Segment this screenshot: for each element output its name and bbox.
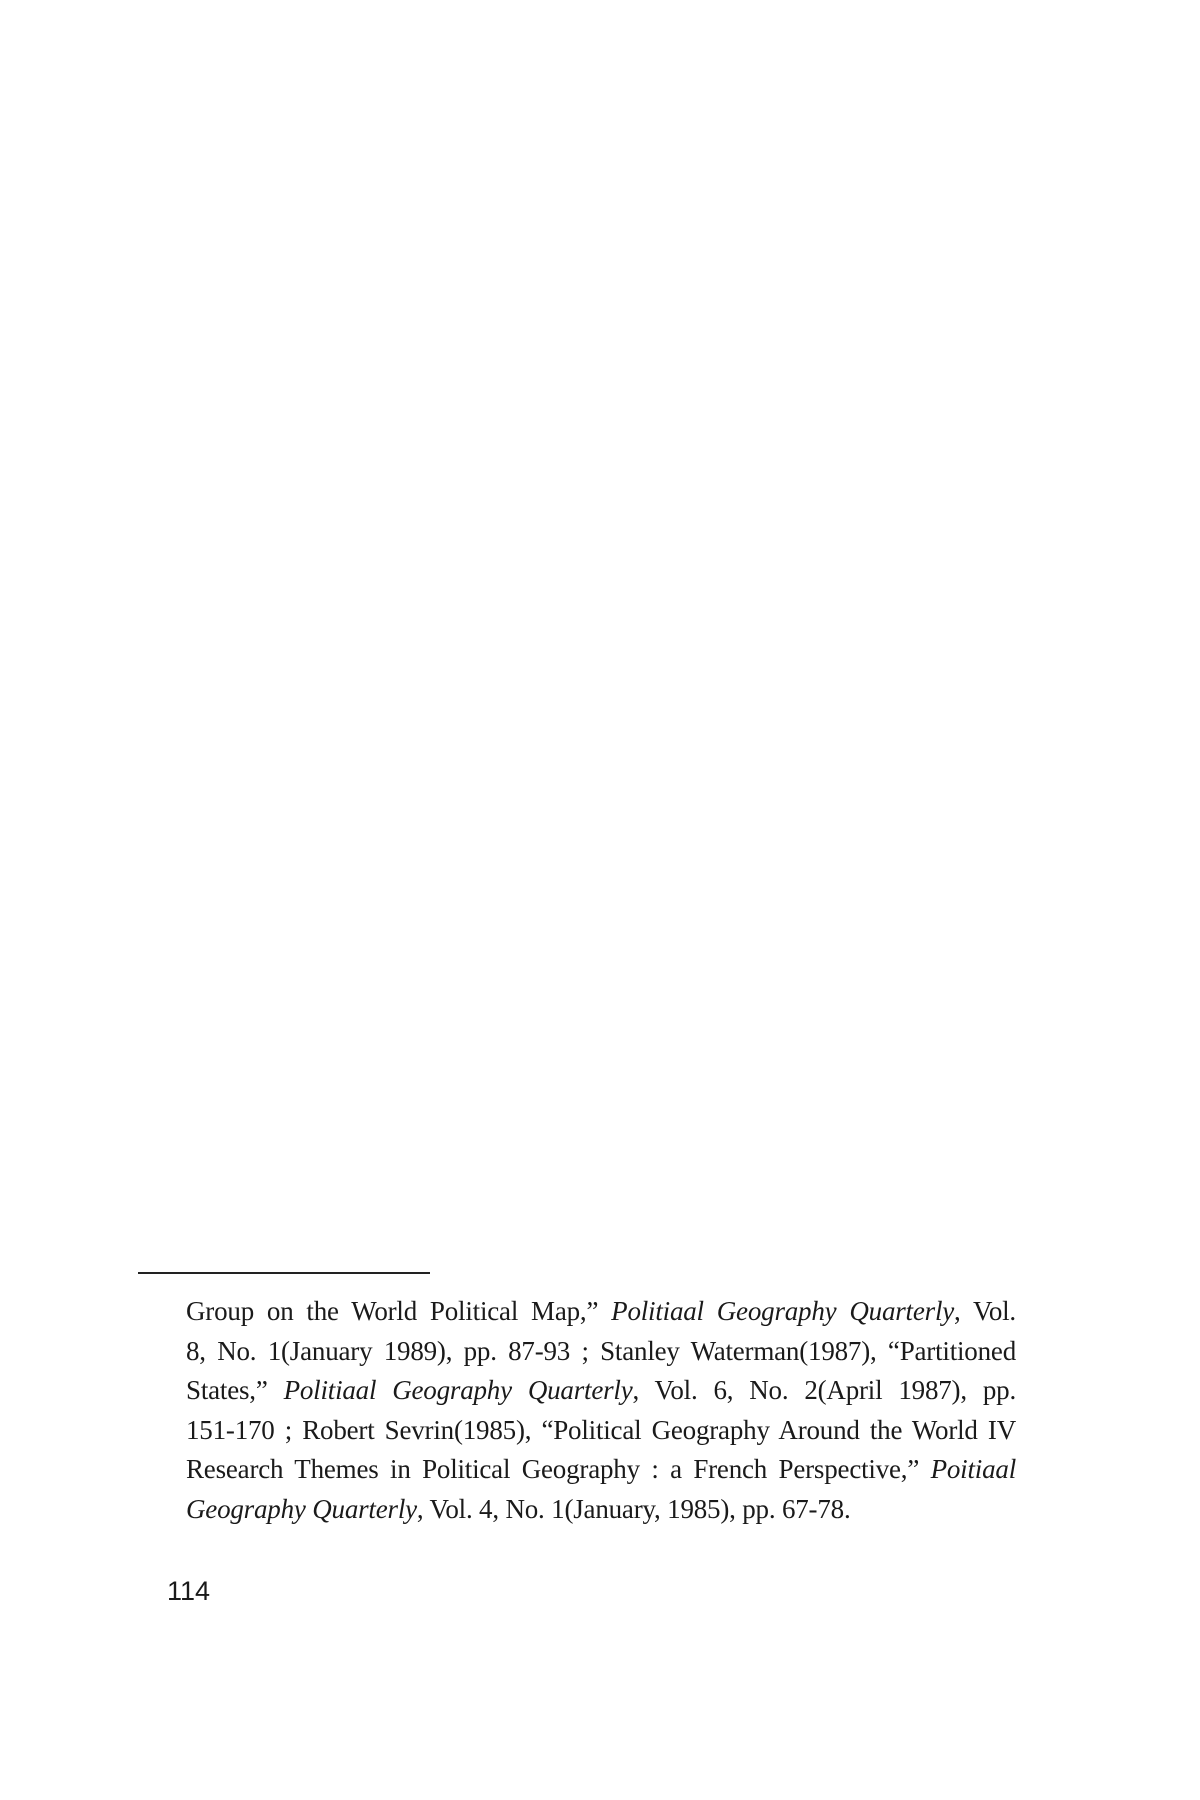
footnote-line-5-journal-title: Poitiaal	[930, 1454, 1016, 1484]
footnote-line-2	[186, 1332, 1016, 1372]
footnote-text	[186, 1292, 1016, 1529]
footnote-line-3-part-1: States,”	[186, 1375, 284, 1405]
footnote-separator-rule	[138, 1272, 430, 1274]
footnote-line-3-journal-title: Politiaal Geography Quarterly	[283, 1375, 633, 1405]
footnote-line-1	[186, 1292, 1016, 1332]
footnote-line-6	[186, 1490, 1016, 1530]
footnote-line-1-journal-title: Politiaal Geography Quarterly	[611, 1296, 955, 1326]
footnote-line-6-journal-title: Geography Quarterly	[186, 1493, 417, 1524]
footnote-line-4	[186, 1411, 1016, 1451]
footnote-line-5	[186, 1450, 1016, 1490]
footnote-line-3-part-3: , Vol. 6, No. 2(April 1987), pp.	[632, 1375, 1016, 1405]
footnote-line-1-part-1: Group on the World Political Map,”	[186, 1296, 612, 1326]
page-number: 114	[167, 1576, 211, 1606]
footnote-line-5-part-1: Research Themes in Political Geography : a French Perspective,”	[186, 1454, 931, 1484]
footnote-line-1-part-3: , Vol.	[954, 1296, 1016, 1326]
footnote-line-2-part-1: 8, No. 1(January 1989), pp. 87-93 ; Stanley Waterman(1987), “Partitioned	[186, 1335, 1016, 1366]
footnote-line-6-part-2: , Vol. 4, No. 1(January, 1985), pp. 67-78.	[416, 1493, 851, 1524]
footnote-line-4-part-1: 151-170 ; Robert Sevrin(1985), “Political Geography Around the World IV	[186, 1414, 1016, 1445]
footnote-line-3	[186, 1371, 1016, 1411]
